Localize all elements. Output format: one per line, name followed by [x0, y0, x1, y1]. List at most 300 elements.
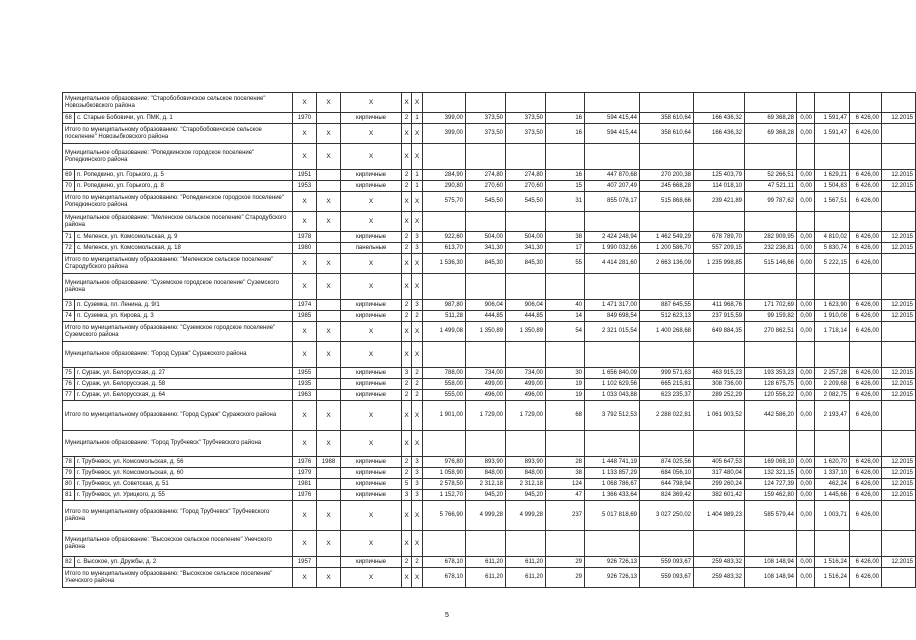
empty-cell: [882, 124, 916, 144]
build-year-cell: 1976: [293, 490, 317, 501]
value-cell-m: 6 426,00: [850, 181, 882, 192]
total-cell-m: 6 426,00: [850, 192, 882, 212]
wall-material-cell: панельные: [341, 243, 402, 254]
empty-cell: [640, 212, 694, 232]
x-mark-year: X: [293, 322, 317, 342]
total-cell-u: 5 222,15: [815, 254, 850, 274]
empty-cell: [585, 431, 640, 457]
total-cell-t: 3 792 512,53: [585, 401, 640, 431]
housing-repair-table: [62, 92, 916, 588]
total-cell-b: 1 350,89: [466, 322, 506, 342]
municipality-total: Итого по муниципальному образованию: "Суземское городское поселение" Суземского района: [63, 322, 293, 342]
overhaul-year-cell: [317, 243, 341, 254]
empty-cell: [546, 93, 585, 113]
x-mark-ent: X: [412, 401, 423, 431]
value-cell-z: 0,00: [797, 311, 815, 322]
value-cell-z: 0,00: [797, 232, 815, 243]
x-mark-wall: X: [341, 254, 402, 274]
total-cell-m: 6 426,00: [850, 254, 882, 274]
row-number: 71: [63, 232, 75, 243]
value-cell-z: 0,00: [797, 368, 815, 379]
value-cell-u: 462,24: [815, 479, 850, 490]
empty-cell: [506, 93, 546, 113]
empty-cell: [850, 531, 882, 557]
value-cell-b: 274,80: [466, 170, 506, 181]
total-cell-z: 0,00: [797, 124, 815, 144]
x-mark-fl: X: [402, 93, 412, 113]
value-cell-f3: 69 368,28: [745, 113, 797, 124]
total-cell-t: 4 414 281,60: [585, 254, 640, 274]
value-cell-b: 499,00: [466, 379, 506, 390]
total-cell-a: 5 766,90: [423, 501, 466, 531]
value-cell-f1: 512 623,13: [640, 311, 694, 322]
address-cell: г. Сураж, ул. Белорусская, д. 58: [75, 379, 293, 390]
empty-cell: [815, 531, 850, 557]
total-cell-f1: 2 663 136,09: [640, 254, 694, 274]
municipality-header: Муниципальное образование: "Меленское сельское поселение" Стародубского района: [63, 212, 293, 232]
floors-cell: 2: [402, 390, 412, 401]
x-mark-year: X: [293, 531, 317, 557]
municipality-header: Муниципальное образование: "Высокское сельское поселение" Унечского района: [63, 531, 293, 557]
value-cell-n: 38: [546, 468, 585, 479]
empty-cell: [882, 431, 916, 457]
value-cell-d: 12.2015: [882, 368, 916, 379]
empty-cell: [850, 93, 882, 113]
entrances-cell: 1: [412, 181, 423, 192]
total-cell-f1: 559 093,67: [640, 568, 694, 588]
row-number: 81: [63, 490, 75, 501]
total-cell-c: 373,50: [506, 124, 546, 144]
x-mark-year2: X: [317, 568, 341, 588]
total-cell-m: 6 426,00: [850, 568, 882, 588]
value-cell-f1: 665 215,81: [640, 379, 694, 390]
wall-material-cell: кирпичные: [341, 311, 402, 322]
value-cell-f2: 125 403,79: [694, 170, 745, 181]
value-cell-b: 848,00: [466, 468, 506, 479]
overhaul-year-cell: [317, 170, 341, 181]
total-cell-n: 54: [546, 322, 585, 342]
municipality-total: Итого по муниципальному образованию: "Высокское сельское поселение" Унечского района: [63, 568, 293, 588]
x-mark-year2: X: [317, 192, 341, 212]
value-cell-m: 6 426,00: [850, 468, 882, 479]
floors-cell: 2: [402, 232, 412, 243]
x-mark-ent: X: [412, 93, 423, 113]
municipality-header: Муниципальное образование: "Ропедкинское городское поселение" Ропедкинского района: [63, 144, 293, 170]
row-number: 78: [63, 457, 75, 468]
value-cell-f2: 463 915,23: [694, 368, 745, 379]
address-cell: п. Ропедкино, ул. Горького, д. 5: [75, 170, 293, 181]
empty-cell: [882, 568, 916, 588]
value-cell-f3: 47 521,11: [745, 181, 797, 192]
value-cell-a: 555,00: [423, 390, 466, 401]
address-cell: г. Трубчевск, ул. Комсомольская, д. 56: [75, 457, 293, 468]
total-cell-b: 1 729,00: [466, 401, 506, 431]
total-cell-b: 845,30: [466, 254, 506, 274]
floors-cell: 2: [402, 311, 412, 322]
x-mark-fl: X: [402, 212, 412, 232]
value-cell-t: 1 068 786,67: [585, 479, 640, 490]
build-year-cell: 1980: [293, 243, 317, 254]
table-row: [63, 300, 916, 311]
empty-cell: [882, 274, 916, 300]
overhaul-year-cell: [317, 181, 341, 192]
empty-cell: [815, 93, 850, 113]
section-total-row: [63, 401, 916, 431]
value-cell-t: 1 656 840,09: [585, 368, 640, 379]
empty-cell: [466, 144, 506, 170]
x-mark-ent: X: [412, 431, 423, 457]
empty-cell: [882, 401, 916, 431]
x-mark-fl: X: [402, 568, 412, 588]
empty-cell: [882, 93, 916, 113]
overhaul-year-cell: [317, 113, 341, 124]
x-mark-ent: X: [412, 124, 423, 144]
x-mark-year: X: [293, 124, 317, 144]
row-number: 75: [63, 368, 75, 379]
x-mark-ent: X: [412, 212, 423, 232]
value-cell-z: 0,00: [797, 557, 815, 568]
x-mark-year2: X: [317, 401, 341, 431]
entrances-cell: 2: [412, 390, 423, 401]
total-cell-u: 1 516,24: [815, 568, 850, 588]
floors-cell: 2: [402, 379, 412, 390]
value-cell-u: 2 209,68: [815, 379, 850, 390]
overhaul-year-cell: [317, 479, 341, 490]
entrances-cell: 2: [412, 379, 423, 390]
x-mark-year2: X: [317, 501, 341, 531]
value-cell-a: 678,10: [423, 557, 466, 568]
value-cell-f1: 999 571,63: [640, 368, 694, 379]
x-mark-fl: X: [402, 531, 412, 557]
wall-material-cell: кирпичные: [341, 113, 402, 124]
wall-material-cell: кирпичные: [341, 457, 402, 468]
total-cell-c: 845,30: [506, 254, 546, 274]
value-cell-a: 2 578,50: [423, 479, 466, 490]
value-cell-f1: 887 645,55: [640, 300, 694, 311]
empty-cell: [797, 431, 815, 457]
section-header-row: [63, 93, 916, 113]
value-cell-z: 0,00: [797, 243, 815, 254]
build-year-cell: 1935: [293, 379, 317, 390]
empty-cell: [745, 342, 797, 368]
build-year-cell: 1974: [293, 300, 317, 311]
value-cell-b: 444,85: [466, 311, 506, 322]
value-cell-a: 788,00: [423, 368, 466, 379]
total-cell-a: 1 901,00: [423, 401, 466, 431]
x-mark-year2: X: [317, 274, 341, 300]
overhaul-year-cell: [317, 379, 341, 390]
value-cell-b: 496,00: [466, 390, 506, 401]
section-header-row: [63, 144, 916, 170]
value-cell-n: 19: [546, 390, 585, 401]
table-row: [63, 390, 916, 401]
empty-cell: [694, 431, 745, 457]
empty-cell: [882, 342, 916, 368]
wall-material-cell: кирпичные: [341, 479, 402, 490]
empty-cell: [466, 531, 506, 557]
empty-cell: [640, 431, 694, 457]
value-cell-c: 893,90: [506, 457, 546, 468]
x-mark-year2: X: [317, 322, 341, 342]
value-cell-f3: 193 353,23: [745, 368, 797, 379]
section-total-row: [63, 322, 916, 342]
total-cell-b: 373,50: [466, 124, 506, 144]
empty-cell: [882, 254, 916, 274]
entrances-cell: 2: [412, 368, 423, 379]
value-cell-z: 0,00: [797, 181, 815, 192]
x-mark-wall: X: [341, 212, 402, 232]
total-cell-m: 6 426,00: [850, 124, 882, 144]
value-cell-a: 290,80: [423, 181, 466, 192]
empty-cell: [423, 531, 466, 557]
value-cell-t: 1 133 857,29: [585, 468, 640, 479]
x-mark-fl: X: [402, 274, 412, 300]
table-row: [63, 468, 916, 479]
value-cell-m: 6 426,00: [850, 479, 882, 490]
address-cell: г. Трубчевск, ул. Комсомольская, д. 60: [75, 468, 293, 479]
value-cell-u: 1 910,08: [815, 311, 850, 322]
x-mark-year2: X: [317, 93, 341, 113]
value-cell-d: 12.2015: [882, 490, 916, 501]
empty-cell: [797, 212, 815, 232]
empty-cell: [640, 144, 694, 170]
value-cell-d: 12.2015: [882, 243, 916, 254]
wall-material-cell: кирпичные: [341, 390, 402, 401]
total-cell-z: 0,00: [797, 192, 815, 212]
total-cell-t: 926 726,13: [585, 568, 640, 588]
value-cell-b: 341,30: [466, 243, 506, 254]
value-cell-f1: 1 200 586,70: [640, 243, 694, 254]
value-cell-u: 1 337,10: [815, 468, 850, 479]
empty-cell: [815, 212, 850, 232]
x-mark-fl: X: [402, 144, 412, 170]
value-cell-f2: 308 736,00: [694, 379, 745, 390]
value-cell-c: 274,80: [506, 170, 546, 181]
empty-cell: [882, 501, 916, 531]
value-cell-u: 2 257,28: [815, 368, 850, 379]
value-cell-t: 447 870,68: [585, 170, 640, 181]
x-mark-year: X: [293, 93, 317, 113]
entrances-cell: 3: [412, 232, 423, 243]
row-number: 73: [63, 300, 75, 311]
x-mark-year: X: [293, 212, 317, 232]
empty-cell: [423, 212, 466, 232]
empty-cell: [506, 431, 546, 457]
empty-cell: [745, 93, 797, 113]
total-cell-m: 6 426,00: [850, 401, 882, 431]
total-cell-t: 855 078,17: [585, 192, 640, 212]
value-cell-z: 0,00: [797, 113, 815, 124]
value-cell-a: 284,90: [423, 170, 466, 181]
empty-cell: [797, 93, 815, 113]
value-cell-f3: 232 236,81: [745, 243, 797, 254]
x-mark-wall: X: [341, 401, 402, 431]
total-cell-f2: 1 404 989,23: [694, 501, 745, 531]
x-mark-ent: X: [412, 192, 423, 212]
total-cell-n: 68: [546, 401, 585, 431]
table-row: [63, 490, 916, 501]
empty-cell: [640, 342, 694, 368]
wall-material-cell: кирпичные: [341, 181, 402, 192]
x-mark-wall: X: [341, 124, 402, 144]
empty-cell: [640, 274, 694, 300]
municipality-total: Итого по муниципальному образованию: "Старобобовичское сельское поселение" Новозыбковского района: [63, 124, 293, 144]
value-cell-z: 0,00: [797, 490, 815, 501]
value-cell-f1: 358 610,64: [640, 113, 694, 124]
value-cell-t: 926 726,13: [585, 557, 640, 568]
total-cell-f3: 270 862,51: [745, 322, 797, 342]
empty-cell: [882, 531, 916, 557]
value-cell-f2: 114 018,10: [694, 181, 745, 192]
empty-cell: [466, 274, 506, 300]
entrances-cell: 2: [412, 557, 423, 568]
x-mark-fl: X: [402, 431, 412, 457]
total-cell-f2: 649 884,35: [694, 322, 745, 342]
entrances-cell: 3: [412, 243, 423, 254]
value-cell-c: 2 312,18: [506, 479, 546, 490]
total-cell-b: 545,50: [466, 192, 506, 212]
x-mark-fl: X: [402, 322, 412, 342]
empty-cell: [882, 212, 916, 232]
build-year-cell: 1963: [293, 390, 317, 401]
empty-cell: [423, 93, 466, 113]
empty-cell: [506, 274, 546, 300]
x-mark-year: X: [293, 431, 317, 457]
x-mark-wall: X: [341, 342, 402, 368]
floors-cell: 2: [402, 243, 412, 254]
empty-cell: [423, 144, 466, 170]
value-cell-n: 124: [546, 479, 585, 490]
empty-cell: [882, 192, 916, 212]
value-cell-f1: 684 056,10: [640, 468, 694, 479]
value-cell-b: 611,20: [466, 557, 506, 568]
value-cell-c: 504,00: [506, 232, 546, 243]
total-cell-a: 1 499,08: [423, 322, 466, 342]
total-cell-f1: 1 400 268,68: [640, 322, 694, 342]
value-cell-t: 1 448 741,19: [585, 457, 640, 468]
table-row: [63, 479, 916, 490]
section-header-row: [63, 531, 916, 557]
value-cell-c: 906,04: [506, 300, 546, 311]
x-mark-fl: X: [402, 192, 412, 212]
x-mark-wall: X: [341, 144, 402, 170]
value-cell-n: 16: [546, 113, 585, 124]
empty-cell: [745, 212, 797, 232]
x-mark-fl: X: [402, 501, 412, 531]
value-cell-z: 0,00: [797, 300, 815, 311]
x-mark-wall: X: [341, 274, 402, 300]
row-number: 74: [63, 311, 75, 322]
value-cell-d: 12.2015: [882, 468, 916, 479]
value-cell-f3: 128 675,75: [745, 379, 797, 390]
floors-cell: 2: [402, 468, 412, 479]
total-cell-z: 0,00: [797, 401, 815, 431]
empty-cell: [546, 144, 585, 170]
empty-cell: [850, 144, 882, 170]
value-cell-f2: 166 436,32: [694, 113, 745, 124]
total-cell-f3: 442 586,20: [745, 401, 797, 431]
value-cell-b: 893,90: [466, 457, 506, 468]
value-cell-t: 849 698,54: [585, 311, 640, 322]
total-cell-f2: 259 483,32: [694, 568, 745, 588]
value-cell-c: 341,30: [506, 243, 546, 254]
value-cell-u: 1 504,83: [815, 181, 850, 192]
x-mark-fl: X: [402, 124, 412, 144]
address-cell: г. Трубчевск, ул. Советская, д. 51: [75, 479, 293, 490]
floors-cell: 3: [402, 490, 412, 501]
address-cell: г. Трубчевск, ул. Урицкого, д. 55: [75, 490, 293, 501]
value-cell-f1: 623 235,37: [640, 390, 694, 401]
value-cell-f2: 678 789,70: [694, 232, 745, 243]
value-cell-c: 945,20: [506, 490, 546, 501]
value-cell-d: 12.2015: [882, 170, 916, 181]
empty-cell: [745, 531, 797, 557]
empty-cell: [466, 212, 506, 232]
wall-material-cell: кирпичные: [341, 557, 402, 568]
empty-cell: [850, 342, 882, 368]
value-cell-n: 30: [546, 368, 585, 379]
value-cell-a: 1 152,70: [423, 490, 466, 501]
total-cell-a: 399,00: [423, 124, 466, 144]
value-cell-f1: 245 668,28: [640, 181, 694, 192]
value-cell-c: 270,60: [506, 181, 546, 192]
floors-cell: 2: [402, 170, 412, 181]
empty-cell: [797, 531, 815, 557]
build-year-cell: 1955: [293, 368, 317, 379]
value-cell-m: 6 426,00: [850, 490, 882, 501]
total-cell-c: 4 999,28: [506, 501, 546, 531]
value-cell-m: 6 426,00: [850, 113, 882, 124]
value-cell-z: 0,00: [797, 390, 815, 401]
total-cell-f2: 1 235 998,85: [694, 254, 745, 274]
value-cell-f2: 411 968,76: [694, 300, 745, 311]
total-cell-m: 6 426,00: [850, 501, 882, 531]
total-cell-a: 1 536,30: [423, 254, 466, 274]
empty-cell: [850, 274, 882, 300]
empty-cell: [850, 212, 882, 232]
floors-cell: 5: [402, 479, 412, 490]
overhaul-year-cell: 1988: [317, 457, 341, 468]
value-cell-t: 594 415,44: [585, 113, 640, 124]
table-row: [63, 113, 916, 124]
value-cell-d: 12.2015: [882, 457, 916, 468]
total-cell-f3: 515 146,66: [745, 254, 797, 274]
value-cell-n: 16: [546, 170, 585, 181]
section-header-row: [63, 431, 916, 457]
value-cell-c: 496,00: [506, 390, 546, 401]
section-total-row: [63, 192, 916, 212]
empty-cell: [797, 342, 815, 368]
empty-cell: [423, 342, 466, 368]
municipality-total: Итого по муниципальному образованию: "Город Трубчевск" Трубчевского района: [63, 501, 293, 531]
section-total-row: [63, 501, 916, 531]
wall-material-cell: кирпичные: [341, 368, 402, 379]
floors-cell: 2: [402, 300, 412, 311]
value-cell-u: 1 623,90: [815, 300, 850, 311]
build-year-cell: 1985: [293, 311, 317, 322]
empty-cell: [585, 93, 640, 113]
value-cell-f3: 124 727,39: [745, 479, 797, 490]
total-cell-f1: 515 868,66: [640, 192, 694, 212]
value-cell-a: 976,80: [423, 457, 466, 468]
value-cell-f3: 132 321,15: [745, 468, 797, 479]
build-year-cell: 1957: [293, 557, 317, 568]
entrances-cell: 1: [412, 170, 423, 181]
wall-material-cell: кирпичные: [341, 232, 402, 243]
empty-cell: [694, 212, 745, 232]
value-cell-c: 499,00: [506, 379, 546, 390]
total-cell-z: 0,00: [797, 501, 815, 531]
